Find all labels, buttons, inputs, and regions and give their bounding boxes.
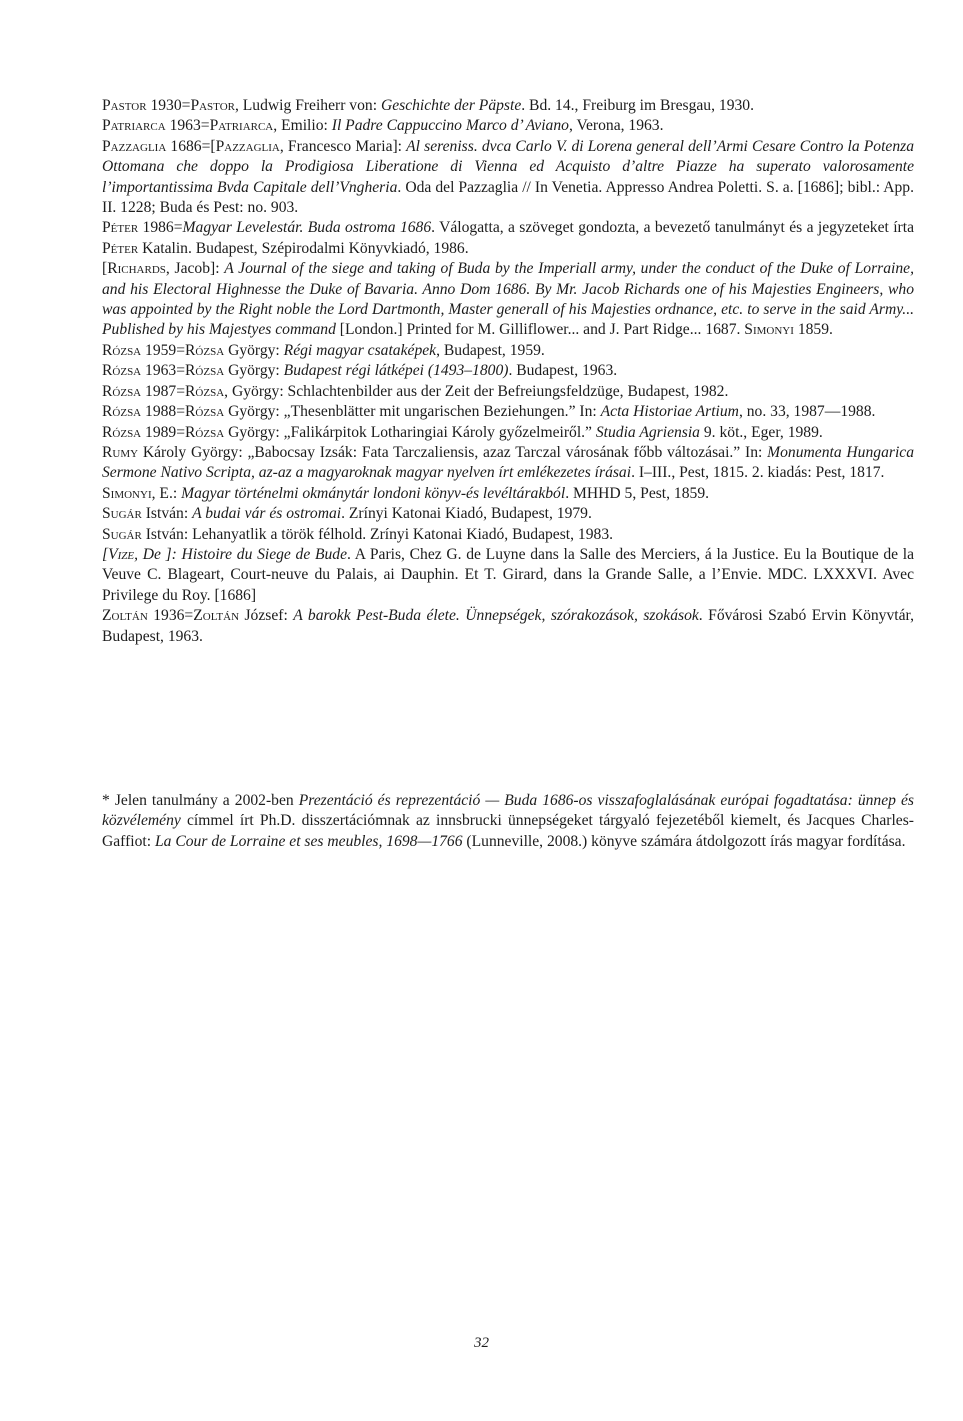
title-text: Acta Historiae Artium [600, 403, 739, 421]
bibliography-entry [102, 423, 914, 443]
entry-text: , Jacob]: [165, 260, 225, 278]
title-text: La Cour de Lorraine et ses meubles, 1698—1766 [154, 832, 463, 850]
author-name: Rózsa [102, 362, 142, 380]
author-name: Rózsa [102, 403, 142, 421]
bibliography-entry [102, 484, 914, 504]
bibliography-entry [102, 545, 914, 606]
author-name: Rózsa [102, 382, 142, 400]
entry-text: György: [224, 341, 284, 359]
entry-text: 9. köt., Eger, 1989. [699, 423, 823, 441]
entry-text: . Fővárosi Szabó Ervin Könyvtár, Budapest, 1963. [102, 607, 914, 645]
title-text: Magyar Levelestár. Buda ostroma 1686 [182, 219, 432, 237]
entry-text: István: Lehanyatlik a török félhold. Zrínyi Katonai Kiadó, Budapest, 1983. [141, 525, 614, 543]
page-number: 32 [474, 1335, 489, 1351]
title-text: Studia Agriensia [595, 423, 700, 441]
entry-text: . A Paris, Chez G. de Luyne dans la Salle des Merciers, á la Justice. Eu la Boutique de la Veuve C. Blageart, Court-neuve du Palais, ai Dauphin. Et T. Girard, dans la Grande Salle, a l’Envie. MDC. LXXXVI. Avec Privilege du Roy. [1686] [102, 545, 914, 604]
entry-text: . Budapest, 1963. [508, 362, 618, 380]
title-text: Geschichte der Päpste [380, 97, 522, 114]
author-name: Sugár [102, 505, 142, 523]
entry-text: , Verona, 1963. [568, 117, 664, 135]
entry-text: Katalin. Budapest, Szépirodalmi Könyvkiadó, 1986. [138, 239, 469, 257]
bibliography-entry [102, 504, 914, 524]
entry-text: , Ludwig Freiherr von: [234, 97, 381, 114]
author-name: Rózsa [185, 362, 225, 380]
footnote [102, 791, 914, 852]
entry-text: 1686=[ [166, 137, 216, 155]
title-text: Régi magyar csataképek [283, 341, 437, 359]
entry-text: , Budapest, 1959. [436, 341, 545, 359]
entry-text: 1988= [141, 403, 186, 421]
author-name: Patriarca [102, 117, 166, 135]
title-text: Al sereniss. dvca Carlo V. di Lorena general dell’Armi Cesare Contro la Potenza Ottomana che doppo la Prodigiosa Liberatione di Vienna ed Acquisto d’altre Piazze ha superato valorosamente l’importantissima Bvda Capitale dell’Vngheria [102, 137, 914, 196]
author-name: Rumy [102, 443, 139, 461]
author-name: Péter [102, 239, 139, 257]
entry-text: , E.: [151, 484, 182, 502]
entry-text: György: „Thesenblätter mit ungarischen Beziehungen.” In: [224, 403, 601, 421]
bibliography-list [102, 96, 914, 647]
title-text: Il Padre Cappuccino Marco d’ Aviano [331, 117, 569, 135]
entry-text: 1936= [147, 607, 194, 625]
author-name: Rózsa [185, 341, 225, 359]
bibliography-entry [102, 382, 914, 402]
bibliography-entry [102, 525, 914, 545]
bibliography-entry [102, 341, 914, 361]
author-name: Rózsa [185, 403, 225, 421]
author-name: Pastor [102, 97, 147, 114]
entry-text: József: [239, 607, 294, 625]
bibliography-entry [102, 606, 914, 647]
author-name: Sugár [102, 525, 142, 543]
entry-text: . I–III., Pest, 1815. 2. kiadás: Pest, 1817. [631, 464, 885, 482]
entry-text: . Zrínyi Katonai Kiadó, Budapest, 1979. [341, 505, 592, 523]
entry-text: 1859. [793, 321, 833, 339]
entry-text: 1987= [141, 382, 186, 400]
author-name: Pastor [190, 97, 235, 114]
entry-text: György: [224, 362, 284, 380]
bibliography-entry [102, 137, 914, 219]
entry-text: * Jelen tanulmány a 2002-ben [102, 792, 299, 809]
entry-text: , no. 33, 1987—1988. [738, 403, 876, 421]
entry-text: , György: Schlachtenbilder aus der Zeit der Befreiungsfeldzüge, Budapest, 1982. [224, 382, 729, 400]
entry-text: István: [141, 505, 193, 523]
entry-text: , Francesco Maria]: [279, 137, 407, 155]
entry-text: 1963= [165, 117, 210, 135]
entry-text: (Lunneville, 2008.) könyve számára átdolgozott írás magyar fordítása. [462, 832, 906, 850]
author-name: Pazzaglia [215, 137, 280, 155]
entry-text: 1963= [141, 362, 186, 380]
author-name: Pazzaglia [102, 137, 167, 155]
entry-text: 1986= [138, 219, 183, 237]
bibliography-entry [102, 443, 914, 484]
footnote-text [102, 791, 914, 852]
author-name: Richards [107, 260, 166, 278]
author-name: Vize [108, 545, 135, 563]
entry-text: . MHHD 5, Pest, 1859. [565, 484, 710, 502]
author-name: Rózsa [102, 423, 142, 441]
bibliography-entry [102, 218, 914, 259]
title-text: Budapest régi látképei (1493–1800) [283, 362, 509, 380]
entry-text: György: „Falikárpitok Lotharingiai Károly győzelmeiről.” [224, 423, 596, 441]
title-text: A budai vár és ostromai [192, 505, 342, 523]
author-name: Rózsa [185, 382, 225, 400]
entry-text: . Bd. 14., Freiburg im Bresgau, 1930. [521, 97, 754, 114]
author-name: Simonyi [102, 484, 152, 502]
bibliography-entry [102, 96, 914, 116]
entry-text: [ [102, 260, 108, 278]
author-name: Péter [102, 219, 139, 237]
entry-text: [London.] Printed for M. Gilliflower... and J. Part Ridge... 1687. [335, 321, 745, 339]
bibliography-entry [102, 361, 914, 381]
bibliography-entry [102, 116, 914, 136]
title-text: A barokk Pest-Buda élete. Ünnepségek, szórakozások, szokások [293, 607, 699, 625]
title-text: Monumenta Hungarica Sermone Nativo Scripta, az-az a magyaroknak magyar nyelven írt emlékezetes írásai [102, 443, 914, 482]
bibliography-entry [102, 402, 914, 422]
entry-text: . Oda del Pazzaglia // In Venetia. Appresso Andrea Poletti. S. a. [1686]; bibl.: App. II. 1228; Buda és Pest: no. 903. [102, 178, 914, 217]
title-text: , De ]: Histoire du Siege de Bude [134, 545, 348, 563]
author-name: Patriarca [209, 117, 274, 135]
entry-text: címmel írt Ph.D. disszertációmnak az innsbrucki ünnepségeket tárgyaló fejezetéből kiemelt, és Jacques Charles-Gaffiot: [102, 812, 914, 850]
author-name: Zoltán [102, 607, 148, 625]
bibliography-entry [102, 259, 914, 341]
entry-text: . Válogatta, a szöveget gondozta, a bevezető tanulmányt és a jegyzeteket írta [431, 219, 914, 237]
author-name: Simonyi [744, 321, 794, 339]
entry-text: 1930= [146, 97, 191, 114]
title-text: Magyar történelmi okmánytár londoni könyv-és levéltárakból [181, 484, 566, 502]
title-text: [ [102, 545, 109, 563]
author-name: Rózsa [185, 423, 225, 441]
entry-text: 1989= [141, 423, 186, 441]
author-name: Zoltán [193, 607, 240, 625]
entry-text: Károly György: „Babocsay Izsák: Fata Tarczaliensis, azaz Tarczal városának főbb változásai.” In: [138, 443, 768, 461]
title-text: Prezentáció és reprezentáció — Buda 1686-os visszafoglalásának európai fogadtatása: ünnep és közvélemény [102, 792, 914, 830]
author-name: Rózsa [102, 341, 142, 359]
entry-text: 1959= [141, 341, 186, 359]
entry-text: , Emilio: [273, 117, 332, 135]
title-text: A Journal of the siege and taking of Buda by the Imperiall army, under the conduct of the Duke of Lorraine, and his Electoral Highnesse the Duke of Bavaria. Anno Dom 1686. By Mr. Jacob Richards one of his Majesties Engineers, who was appointed by the Right noble the Lord Dartmonth, Master generall of his Majesties ordnance, etc. to serve in the said Army... Published by his Majestyes command [102, 260, 914, 339]
